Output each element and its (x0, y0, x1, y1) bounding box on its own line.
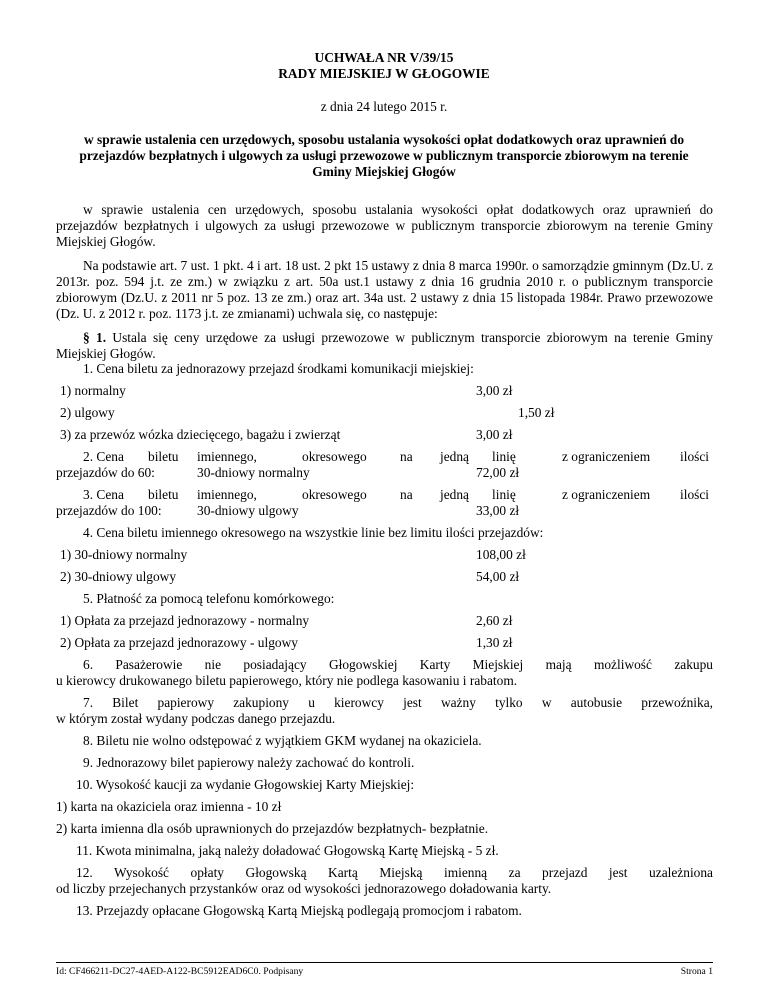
p2-word: z ograniczeniem (562, 449, 651, 464)
p10-item: 1) karta na okaziciela oraz imienna - 10 zł (56, 799, 282, 814)
p3-word: imiennego, (197, 487, 257, 502)
p7-line-1: 7. Bilet papierowy zakupiony u kierowcy jest ważny tylko w autobusie przewoźnika, (83, 695, 713, 710)
p2-word: na (400, 449, 413, 464)
p3-word: jedną (440, 487, 469, 502)
intro-paragraph: w sprawie ustalenia cen urzędowych, sposobu ustalania wysokości opłat dodatkowych oraz uprawnień do przejazdów bezpłatnych i ulgowych za usługi przewozowe w publicznym transporcie zbiorowym na terenie Gminy Miejskiej Głogów. (56, 202, 713, 249)
page-number: Strona 1 (680, 966, 713, 977)
p3-word: linię (492, 487, 516, 502)
p4-heading: 4. Cena biletu imiennego okresowego na wszystkie linie bez limitu ilości przejazdów: (83, 525, 544, 540)
p2-left: przejazdów do 60: (56, 465, 155, 480)
subject-line-3: Gminy Miejskiej Głogów (312, 164, 456, 179)
p3-word: biletu (148, 487, 179, 502)
p1-item-label: 1) normalny (60, 383, 126, 398)
p13: 13. Przejazdy opłacane Głogowską Kartą Miejską podlegają promocjom i rabatom. (76, 903, 522, 918)
p7-line-2: w którym został wydany podczas danego przejazdu. (56, 711, 336, 726)
p12-line-1: 12. Wysokość opłaty Głogowską Kartą Miejską imienną za przejazd jest uzależniona (76, 865, 713, 880)
p5-heading: 5. Płatność za pomocą telefonu komórkowego: (83, 591, 335, 606)
p2-word: jedną (440, 449, 469, 464)
footer-divider (56, 962, 713, 963)
p1-item-price: 1,50 zł (518, 405, 555, 420)
p1-item-price: 3,00 zł (476, 383, 513, 398)
p5-item-price: 2,60 zł (476, 613, 513, 628)
p2-price: 72,00 zł (476, 465, 520, 480)
section-1-paragraph (56, 330, 713, 362)
p4-item-price: 54,00 zł (476, 569, 520, 584)
p2-word: 2. Cena (83, 449, 124, 464)
document-id: Id: CF466211-DC27-4AED-A122-BC5912EAD6C0. Podpisany (56, 966, 304, 977)
p6-line-1: 6. Pasażerowie nie posiadający Głogowskiej Karty Miejskiej mają możliwość zakupu (83, 657, 713, 672)
p3-word: ilości (680, 487, 710, 502)
resolution-date: z dnia 24 lutego 2015 r. (320, 99, 448, 114)
subject-line-1: w sprawie ustalenia cen urzędowych, sposobu ustalania wysokości opłat dodatkowych oraz uprawnień do (83, 132, 685, 147)
council-name: RADY MIEJSKIEJ W GŁOGOWIE (278, 66, 490, 81)
p5-item-label: 1) Opłata za przejazd jednorazowy - normalny (60, 613, 310, 628)
legal-basis-paragraph: Na podstawie art. 7 ust. 1 pkt. 4 i art. 18 ust. 2 pkt 15 ustawy z dnia 8 marca 1990r. o samorządzie gminnym (Dz.U. z 2013r. poz. 594 j.t. ze zm.) w związku z art. 50a ust.1 ustawy z dnia 16 grudnia 2010 r. o publicznym transporcie zbiorowym (Dz.U. z 2011 nr 5 poz. 13 ze zm.) oraz art. 34a ust. 2 ustawy z dnia 15 listopada 1984r. Prawo przewozowe (Dz. U. z 2012 r. poz. 1173 j.t. ze zmianami) uchwala się, co następuje: (56, 258, 713, 321)
p3-word: z ograniczeniem (562, 487, 651, 502)
p2-word: imiennego, (197, 449, 257, 464)
p1-item-label: 2) ulgowy (60, 405, 115, 420)
p2-word: okresowego (302, 449, 367, 464)
section-1-text: Ustala się ceny urzędowe za usługi przewozowe w publicznym transporcie zbiorowym na terenie Gminy Miejskiej Głogów. (56, 330, 713, 361)
p11: 11. Kwota minimalna, jaką należy doładować Głogowską Kartę Miejską - 5 zł. (76, 843, 499, 858)
p6-line-2: u kierowcy drukowanego biletu papierowego, który nie podlega kasowaniu i rabatom. (56, 673, 518, 688)
p5-item-label: 2) Opłata za przejazd jednorazowy - ulgowy (60, 635, 298, 650)
p2-word: linię (492, 449, 516, 464)
p9: 9. Jednorazowy bilet papierowy należy zachować do kontroli. (83, 755, 415, 770)
p4-item-label: 1) 30-dniowy normalny (60, 547, 188, 562)
p3-word: 3. Cena (83, 487, 124, 502)
p3-price: 33,00 zł (476, 503, 520, 518)
subject-line-2: przejazdów bezpłatnych i ulgowych za usługi przewozowe w publicznym transporcie zbiorowym na terenie (79, 148, 689, 163)
p2-word: biletu (148, 449, 179, 464)
p5-item-price: 1,30 zł (476, 635, 513, 650)
p1-heading: 1. Cena biletu za jednorazowy przejazd środkami komunikacji miejskiej: (83, 361, 474, 376)
p3-word: okresowego (302, 487, 367, 502)
p3-word: na (400, 487, 413, 502)
p2-ticket-type: 30-dniowy normalny (197, 465, 310, 480)
p12-line-2: od liczby przejechanych przystanków oraz od wysokości jednorazowego doładowania karty. (56, 881, 552, 896)
section-mark: § 1. (83, 330, 107, 345)
p3-ticket-type: 30-dniowy ulgowy (197, 503, 299, 518)
p10-heading: 10. Wysokość kaucji za wydanie Głogowskiej Karty Miejskiej: (76, 777, 415, 792)
resolution-number: UCHWAŁA NR V/39/15 (314, 50, 454, 65)
p4-item-label: 2) 30-dniowy ulgowy (60, 569, 177, 584)
p8: 8. Biletu nie wolno odstępować z wyjątkiem GKM wydanej na okaziciela. (83, 733, 482, 748)
p3-left: przejazdów do 100: (56, 503, 162, 518)
p4-item-price: 108,00 zł (476, 547, 526, 562)
p1-item-label: 3) za przewóz wózka dziecięcego, bagażu i zwierząt (60, 427, 341, 442)
p10-item: 2) karta imienna dla osób uprawnionych do przejazdów bezpłatnych- bezpłatnie. (56, 821, 489, 836)
p1-item-price: 3,00 zł (476, 427, 513, 442)
p2-word: ilości (680, 449, 710, 464)
